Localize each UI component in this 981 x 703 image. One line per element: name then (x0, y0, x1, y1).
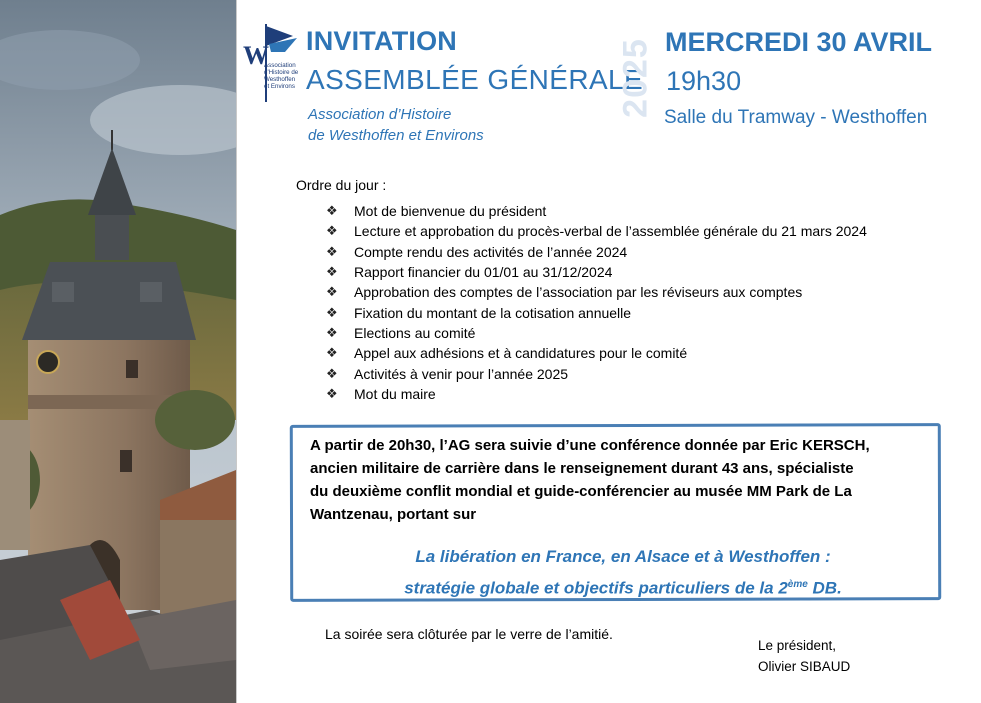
logo-line: Association (264, 62, 296, 69)
agenda-item (326, 282, 867, 302)
conference-title-line-2 (310, 571, 936, 603)
vertical-divider (236, 0, 237, 703)
conference-title (310, 543, 936, 603)
conference-intro-line: du deuxième conflit mondial et guide-conférencier au musée MM Park de La (310, 483, 852, 500)
tower-illustration (0, 0, 236, 703)
agenda-item (326, 302, 867, 322)
diamond-bullet-icon: ❖ (326, 264, 338, 280)
logo-caption (264, 62, 310, 90)
association-name (308, 104, 484, 146)
agenda-item (326, 363, 867, 383)
agenda-item-text: Appel aux adhésions et à candidatures pour le comité (354, 345, 688, 362)
agenda-item-text: Elections au comité (354, 324, 476, 341)
agenda-item (326, 242, 867, 262)
agenda-item-text: Fixation du montant de la cotisation annuelle (354, 304, 632, 321)
logo-line: et Environs (264, 83, 295, 90)
event-date: MERCREDI 30 AVRIL (665, 27, 933, 57)
diamond-bullet-icon: ❖ (326, 284, 338, 300)
diamond-bullet-icon: ❖ (326, 324, 338, 340)
signature-name: Olivier SIBAUD (758, 659, 851, 674)
conference-title-line-1: La libération en France, en Alsace et à Westhoffen : (415, 547, 831, 566)
agenda-item-text: Rapport financier du 01/01 au 31/12/2024 (354, 264, 613, 281)
agenda-item-text: Activités à venir pour l’année 2025 (354, 365, 569, 382)
svg-text:W: W (243, 41, 269, 70)
year-watermark (616, 28, 656, 128)
closing-note: La soirée sera clôturée par le verre de l’amitié. (325, 626, 613, 642)
agenda-item-text: Approbation des comptes de l’association par les réviseurs aux comptes (354, 284, 803, 301)
signature-role: Le président, (758, 638, 837, 653)
conference-title-post: DB. (807, 578, 842, 598)
association-line-1: Association d’Histoire (308, 106, 452, 123)
diamond-bullet-icon: ❖ (326, 304, 338, 320)
diamond-bullet-icon: ❖ (326, 385, 338, 401)
conference-intro-line: ancien militaire de carrière dans le renseignement durant 43 ans, spécialiste (310, 460, 854, 477)
agenda-item (326, 201, 867, 221)
event-venue: Salle du Tramway - Westhoffen (664, 107, 928, 128)
diamond-bullet-icon: ❖ (326, 345, 338, 361)
association-line-2: de Westhoffen et Environs (308, 127, 484, 144)
agenda-item-text: Mot du maire (354, 385, 436, 402)
conference-title-sup: ème (787, 579, 808, 590)
agenda-item-text: Lecture et approbation du procès-verbal de l’assemblée générale du 21 mars 2024 (354, 223, 867, 240)
diamond-bullet-icon: ❖ (326, 365, 338, 381)
agenda-item (326, 262, 867, 282)
diamond-bullet-icon: ❖ (326, 243, 338, 259)
year-text: 2025 (616, 38, 655, 118)
conference-title-pre: stratégie globale et objectifs particuliers de la 2 (404, 578, 788, 598)
agenda-item (326, 343, 867, 363)
conference-intro (310, 434, 940, 526)
signature (758, 635, 850, 677)
diamond-bullet-icon: ❖ (326, 223, 338, 239)
agenda-item-text: Compte rendu des activités de l’année 2024 (354, 243, 628, 260)
agenda-title: Ordre du jour : (296, 177, 387, 193)
agenda-item-text: Mot de bienvenue du président (354, 203, 547, 220)
logo-line: Westhoffen (264, 76, 296, 83)
diamond-bullet-icon: ❖ (326, 203, 338, 219)
agenda-item (326, 384, 867, 404)
conference-intro-line: A partir de 20h30, l’AG sera suivie d’une conférence donnée par Eric KERSCH, (310, 437, 870, 454)
agenda-item (326, 323, 867, 343)
agenda-item (326, 221, 867, 241)
invitation-title: INVITATION (306, 26, 457, 56)
tower-photo (0, 0, 236, 703)
logo-line: d'Histoire de (264, 69, 299, 76)
event-time: 19h30 (666, 66, 742, 96)
agenda-list (326, 201, 867, 404)
assembly-title: ASSEMBLÉE GÉNÉRALE (306, 64, 644, 95)
conference-intro-line: Wantzenau, portant sur (310, 506, 477, 523)
